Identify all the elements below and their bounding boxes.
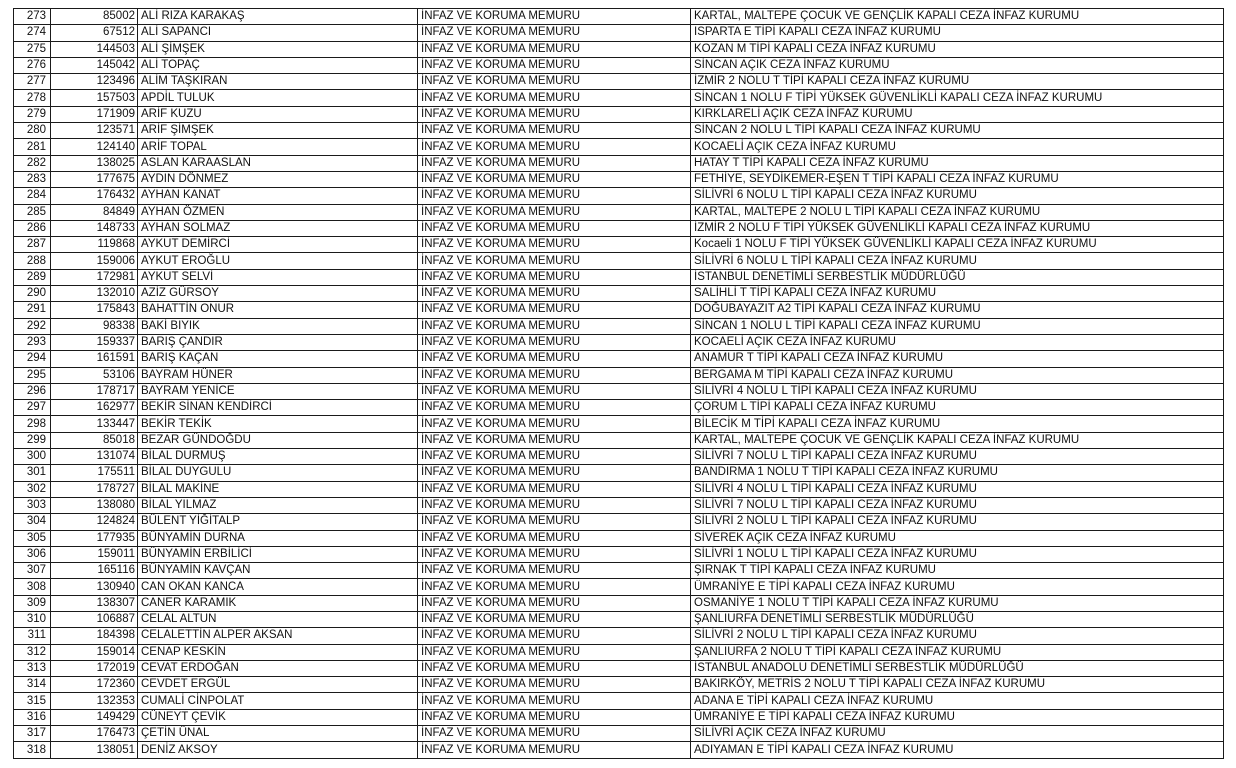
table-row [14, 139, 1224, 155]
row-number-cell: 304 [14, 514, 51, 530]
institution-cell: ADIYAMAN E TİPİ KAPALI CEZA İNFAZ KURUMU [691, 742, 1224, 758]
table-row [14, 286, 1224, 302]
registry-number-cell: 148733 [51, 220, 138, 236]
registry-number-cell: 177935 [51, 530, 138, 546]
institution-cell: ADANA E TİPİ KAPALI CEZA İNFAZ KURUMU [691, 693, 1224, 709]
row-number-cell: 310 [14, 611, 51, 627]
row-number-cell: 287 [14, 237, 51, 253]
registry-number-cell: 172019 [51, 660, 138, 676]
job-title-cell: İNFAZ VE KORUMA MEMURU [418, 253, 691, 269]
job-title-cell: İNFAZ VE KORUMA MEMURU [418, 57, 691, 73]
row-number-cell: 300 [14, 449, 51, 465]
registry-number-cell: 159337 [51, 334, 138, 350]
institution-cell: SİNCAN AÇIK CEZA İNFAZ KURUMU [691, 57, 1224, 73]
table-row [14, 546, 1224, 562]
table-row [14, 351, 1224, 367]
full-name-cell: CEVDET ERGÜL [138, 677, 418, 693]
table-row [14, 660, 1224, 676]
registry-number-cell: 171909 [51, 106, 138, 122]
full-name-cell: BEZAR GÜNDOĞDU [138, 432, 418, 448]
row-number-cell: 285 [14, 204, 51, 220]
row-number-cell: 297 [14, 400, 51, 416]
job-title-cell: İNFAZ VE KORUMA MEMURU [418, 90, 691, 106]
registry-number-cell: 123571 [51, 123, 138, 139]
table-row [14, 432, 1224, 448]
full-name-cell: ARİF KUZU [138, 106, 418, 122]
full-name-cell: DENİZ AKSOY [138, 742, 418, 758]
institution-cell: ÜMRANİYE E TİPİ KAPALI CEZA İNFAZ KURUMU [691, 579, 1224, 595]
table-row [14, 595, 1224, 611]
row-number-cell: 286 [14, 220, 51, 236]
table-row [14, 57, 1224, 73]
full-name-cell: BAKİ BIYIK [138, 318, 418, 334]
institution-cell: KIRKLARELİ AÇIK CEZA İNFAZ KURUMU [691, 106, 1224, 122]
full-name-cell: BAYRAM YENİCE [138, 383, 418, 399]
row-number-cell: 279 [14, 106, 51, 122]
job-title-cell: İNFAZ VE KORUMA MEMURU [418, 709, 691, 725]
row-number-cell: 292 [14, 318, 51, 334]
registry-number-cell: 138025 [51, 155, 138, 171]
table-row [14, 563, 1224, 579]
row-number-cell: 293 [14, 334, 51, 350]
institution-cell: FETHİYE, SEYDİKEMER-EŞEN T TİPİ KAPALI CEZA İNFAZ KURUMU [691, 171, 1224, 187]
full-name-cell: ARİF ŞİMŞEK [138, 123, 418, 139]
job-title-cell: İNFAZ VE KORUMA MEMURU [418, 546, 691, 562]
table-row [14, 726, 1224, 742]
institution-cell: SİLİVRİ 7 NOLU L TİPİ KAPALI CEZA İNFAZ KURUMU [691, 449, 1224, 465]
registry-number-cell: 172981 [51, 269, 138, 285]
table-row [14, 693, 1224, 709]
job-title-cell: İNFAZ VE KORUMA MEMURU [418, 465, 691, 481]
institution-cell: İZMİR 2 NOLU T TİPİ KAPALI CEZA İNFAZ KURUMU [691, 74, 1224, 90]
full-name-cell: BÜNYAMİN ERBİLİCİ [138, 546, 418, 562]
job-title-cell: İNFAZ VE KORUMA MEMURU [418, 693, 691, 709]
institution-cell: KOZAN M TİPİ KAPALI CEZA İNFAZ KURUMU [691, 41, 1224, 57]
registry-number-cell: 53106 [51, 367, 138, 383]
registry-number-cell: 175511 [51, 465, 138, 481]
table-row [14, 383, 1224, 399]
institution-cell: ŞANLIURFA DENETİMLİ SERBESTLİK MÜDÜRLÜĞÜ [691, 611, 1224, 627]
full-name-cell: BÜNYAMİN DURNA [138, 530, 418, 546]
full-name-cell: CUMALİ CİNPOLAT [138, 693, 418, 709]
registry-number-cell: 138080 [51, 497, 138, 513]
institution-cell: BERGAMA M TİPİ KAPALI CEZA İNFAZ KURUMU [691, 367, 1224, 383]
institution-cell: KARTAL, MALTEPE ÇOCUK VE GENÇLİK KAPALI CEZA İNFAZ KURUMU [691, 432, 1224, 448]
full-name-cell: ALİ RIZA KARAKAŞ [138, 9, 418, 25]
full-name-cell: BAYRAM HÜNER [138, 367, 418, 383]
full-name-cell: AYKUT DEMİRCİ [138, 237, 418, 253]
row-number-cell: 282 [14, 155, 51, 171]
full-name-cell: ASLAN KARAASLAN [138, 155, 418, 171]
institution-cell: Kocaeli 1 NOLU F TİPİ YÜKSEK GÜVENLİKLİ KAPALI CEZA İNFAZ KURUMU [691, 237, 1224, 253]
job-title-cell: İNFAZ VE KORUMA MEMURU [418, 41, 691, 57]
row-number-cell: 314 [14, 677, 51, 693]
row-number-cell: 312 [14, 644, 51, 660]
table-row [14, 123, 1224, 139]
full-name-cell: AYHAN SOLMAZ [138, 220, 418, 236]
institution-cell: BİLECİK M TİPİ KAPALI CEZA İNFAZ KURUMU [691, 416, 1224, 432]
full-name-cell: AYHAN ÖZMEN [138, 204, 418, 220]
full-name-cell: APDİL TULUK [138, 90, 418, 106]
full-name-cell: ALİM TAŞKIRAN [138, 74, 418, 90]
table-row [14, 318, 1224, 334]
table-row [14, 530, 1224, 546]
table-row [14, 644, 1224, 660]
institution-cell: ŞIRNAK T TİPİ KAPALI CEZA İNFAZ KURUMU [691, 563, 1224, 579]
institution-cell: SİNCAN 1 NOLU L TİPİ KAPALI CEZA İNFAZ KURUMU [691, 318, 1224, 334]
full-name-cell: BAHATTİN ONUR [138, 302, 418, 318]
job-title-cell: İNFAZ VE KORUMA MEMURU [418, 497, 691, 513]
registry-number-cell: 161591 [51, 351, 138, 367]
full-name-cell: CANER KARAMIK [138, 595, 418, 611]
institution-cell: SİLİVRİ AÇIK CEZA İNFAZ KURUMU [691, 726, 1224, 742]
institution-cell: SİLİVRİ 6 NOLU L TİPİ KAPALI CEZA İNFAZ KURUMU [691, 253, 1224, 269]
job-title-cell: İNFAZ VE KORUMA MEMURU [418, 579, 691, 595]
full-name-cell: BİLAL DURMUŞ [138, 449, 418, 465]
full-name-cell: ÇETİN ÜNAL [138, 726, 418, 742]
registry-number-cell: 145042 [51, 57, 138, 73]
row-number-cell: 298 [14, 416, 51, 432]
registry-number-cell: 165116 [51, 563, 138, 579]
full-name-cell: AYDIN DÖNMEZ [138, 171, 418, 187]
full-name-cell: BİLAL DUYGULU [138, 465, 418, 481]
row-number-cell: 275 [14, 41, 51, 57]
full-name-cell: CELALETTİN ALPER AKSAN [138, 628, 418, 644]
job-title-cell: İNFAZ VE KORUMA MEMURU [418, 432, 691, 448]
row-number-cell: 295 [14, 367, 51, 383]
row-number-cell: 302 [14, 481, 51, 497]
job-title-cell: İNFAZ VE KORUMA MEMURU [418, 286, 691, 302]
job-title-cell: İNFAZ VE KORUMA MEMURU [418, 449, 691, 465]
table-row [14, 9, 1224, 25]
job-title-cell: İNFAZ VE KORUMA MEMURU [418, 742, 691, 758]
registry-number-cell: 157503 [51, 90, 138, 106]
institution-cell: SİNCAN 2 NOLU L TİPİ KAPALI CEZA İNFAZ KURUMU [691, 123, 1224, 139]
job-title-cell: İNFAZ VE KORUMA MEMURU [418, 139, 691, 155]
table-row [14, 481, 1224, 497]
row-number-cell: 273 [14, 9, 51, 25]
full-name-cell: CENAP KESKİN [138, 644, 418, 660]
registry-number-cell: 130940 [51, 579, 138, 595]
job-title-cell: İNFAZ VE KORUMA MEMURU [418, 74, 691, 90]
table-row [14, 742, 1224, 758]
institution-cell: OSMANİYE 1 NOLU T TİPİ KAPALI CEZA İNFAZ KURUMU [691, 595, 1224, 611]
institution-cell: KARTAL, MALTEPE 2 NOLU L TİPİ KAPALI CEZA İNFAZ KURUMU [691, 204, 1224, 220]
table-row [14, 220, 1224, 236]
registry-number-cell: 159006 [51, 253, 138, 269]
job-title-cell: İNFAZ VE KORUMA MEMURU [418, 563, 691, 579]
row-number-cell: 294 [14, 351, 51, 367]
institution-cell: SİVEREK AÇIK CEZA İNFAZ KURUMU [691, 530, 1224, 546]
registry-number-cell: 106887 [51, 611, 138, 627]
row-number-cell: 299 [14, 432, 51, 448]
registry-number-cell: 176432 [51, 188, 138, 204]
job-title-cell: İNFAZ VE KORUMA MEMURU [418, 188, 691, 204]
registry-number-cell: 119868 [51, 237, 138, 253]
registry-number-cell: 172360 [51, 677, 138, 693]
table-row [14, 237, 1224, 253]
table-row [14, 400, 1224, 416]
table-row [14, 416, 1224, 432]
table-row [14, 579, 1224, 595]
full-name-cell: AYHAN KANAT [138, 188, 418, 204]
table-row [14, 106, 1224, 122]
institution-cell: SİLİVRİ 7 NOLU L TİPİ KAPALI CEZA İNFAZ KURUMU [691, 497, 1224, 513]
table-row [14, 171, 1224, 187]
row-number-cell: 274 [14, 25, 51, 41]
row-number-cell: 307 [14, 563, 51, 579]
full-name-cell: ALİ ŞİMŞEK [138, 41, 418, 57]
registry-number-cell: 144503 [51, 41, 138, 57]
full-name-cell: BEKİR TEKİK [138, 416, 418, 432]
full-name-cell: BARIŞ KAÇAN [138, 351, 418, 367]
job-title-cell: İNFAZ VE KORUMA MEMURU [418, 123, 691, 139]
registry-number-cell: 132353 [51, 693, 138, 709]
institution-cell: İSTANBUL DENETİMLİ SERBESTLİK MÜDÜRLÜĞÜ [691, 269, 1224, 285]
registry-number-cell: 133447 [51, 416, 138, 432]
row-number-cell: 318 [14, 742, 51, 758]
job-title-cell: İNFAZ VE KORUMA MEMURU [418, 383, 691, 399]
registry-number-cell: 85002 [51, 9, 138, 25]
institution-cell: SİLİVRİ 2 NOLU L TİPİ KAPALI CEZA İNFAZ KURUMU [691, 514, 1224, 530]
full-name-cell: BÜLENT YİĞİTALP [138, 514, 418, 530]
job-title-cell: İNFAZ VE KORUMA MEMURU [418, 726, 691, 742]
registry-number-cell: 67512 [51, 25, 138, 41]
row-number-cell: 280 [14, 123, 51, 139]
full-name-cell: CELAL ALTUN [138, 611, 418, 627]
job-title-cell: İNFAZ VE KORUMA MEMURU [418, 155, 691, 171]
job-title-cell: İNFAZ VE KORUMA MEMURU [418, 204, 691, 220]
job-title-cell: İNFAZ VE KORUMA MEMURU [418, 171, 691, 187]
registry-number-cell: 178727 [51, 481, 138, 497]
registry-number-cell: 124824 [51, 514, 138, 530]
job-title-cell: İNFAZ VE KORUMA MEMURU [418, 351, 691, 367]
registry-number-cell: 184398 [51, 628, 138, 644]
row-number-cell: 313 [14, 660, 51, 676]
job-title-cell: İNFAZ VE KORUMA MEMURU [418, 334, 691, 350]
row-number-cell: 296 [14, 383, 51, 399]
registry-number-cell: 138051 [51, 742, 138, 758]
registry-number-cell: 138307 [51, 595, 138, 611]
full-name-cell: ALİ SAPANCI [138, 25, 418, 41]
institution-cell: SİLİVRİ 1 NOLU L TİPİ KAPALI CEZA İNFAZ KURUMU [691, 546, 1224, 562]
job-title-cell: İNFAZ VE KORUMA MEMURU [418, 628, 691, 644]
row-number-cell: 303 [14, 497, 51, 513]
institution-cell: HATAY T TİPİ KAPALI CEZA İNFAZ KURUMU [691, 155, 1224, 171]
job-title-cell: İNFAZ VE KORUMA MEMURU [418, 514, 691, 530]
full-name-cell: BEKİR SİNAN KENDİRCİ [138, 400, 418, 416]
job-title-cell: İNFAZ VE KORUMA MEMURU [418, 269, 691, 285]
registry-number-cell: 159011 [51, 546, 138, 562]
row-number-cell: 277 [14, 74, 51, 90]
registry-number-cell: 98338 [51, 318, 138, 334]
table-row [14, 334, 1224, 350]
registry-number-cell: 84849 [51, 204, 138, 220]
institution-cell: ISPARTA E TİPİ KAPALI CEZA İNFAZ KURUMU [691, 25, 1224, 41]
registry-number-cell: 131074 [51, 449, 138, 465]
full-name-cell: BİLAL MAKİNE [138, 481, 418, 497]
institution-cell: ŞANLIURFA 2 NOLU T TİPİ KAPALI CEZA İNFAZ KURUMU [691, 644, 1224, 660]
institution-cell: BAKIRKÖY, METRİS 2 NOLU T TİPİ KAPALI CEZA İNFAZ KURUMU [691, 677, 1224, 693]
table-row [14, 677, 1224, 693]
registry-number-cell: 132010 [51, 286, 138, 302]
institution-cell: DOĞUBAYAZIT A2 TİPİ KAPALI CEZA İNFAZ KURUMU [691, 302, 1224, 318]
full-name-cell: ALİ TOPAÇ [138, 57, 418, 73]
institution-cell: ÜMRANİYE E TİPİ KAPALI CEZA İNFAZ KURUMU [691, 709, 1224, 725]
table-row [14, 628, 1224, 644]
table-row [14, 25, 1224, 41]
job-title-cell: İNFAZ VE KORUMA MEMURU [418, 25, 691, 41]
job-title-cell: İNFAZ VE KORUMA MEMURU [418, 481, 691, 497]
full-name-cell: CAN OKAN KANCA [138, 579, 418, 595]
registry-number-cell: 149429 [51, 709, 138, 725]
institution-cell: İZMİR 2 NOLU F TİPİ YÜKSEK GÜVENLİKLİ KAPALI CEZA İNFAZ KURUMU [691, 220, 1224, 236]
table-row [14, 449, 1224, 465]
row-number-cell: 281 [14, 139, 51, 155]
job-title-cell: İNFAZ VE KORUMA MEMURU [418, 530, 691, 546]
row-number-cell: 317 [14, 726, 51, 742]
row-number-cell: 290 [14, 286, 51, 302]
table-row [14, 253, 1224, 269]
job-title-cell: İNFAZ VE KORUMA MEMURU [418, 400, 691, 416]
job-title-cell: İNFAZ VE KORUMA MEMURU [418, 318, 691, 334]
institution-cell: KOCAELİ AÇIK CEZA İNFAZ KURUMU [691, 139, 1224, 155]
registry-number-cell: 123496 [51, 74, 138, 90]
job-title-cell: İNFAZ VE KORUMA MEMURU [418, 644, 691, 660]
job-title-cell: İNFAZ VE KORUMA MEMURU [418, 106, 691, 122]
row-number-cell: 278 [14, 90, 51, 106]
institution-cell: SİLİVRİ 4 NOLU L TİPİ KAPALI CEZA İNFAZ KURUMU [691, 383, 1224, 399]
table-row [14, 367, 1224, 383]
full-name-cell: BİLAL YILMAZ [138, 497, 418, 513]
registry-number-cell: 177675 [51, 171, 138, 187]
row-number-cell: 305 [14, 530, 51, 546]
table-row [14, 41, 1224, 57]
table-row [14, 74, 1224, 90]
table-row [14, 709, 1224, 725]
table-row [14, 188, 1224, 204]
job-title-cell: İNFAZ VE KORUMA MEMURU [418, 237, 691, 253]
row-number-cell: 311 [14, 628, 51, 644]
personnel-table-body [14, 9, 1224, 759]
table-row [14, 90, 1224, 106]
institution-cell: SİLİVRİ 2 NOLU L TİPİ KAPALI CEZA İNFAZ KURUMU [691, 628, 1224, 644]
job-title-cell: İNFAZ VE KORUMA MEMURU [418, 677, 691, 693]
full-name-cell: ARİF TOPAL [138, 139, 418, 155]
row-number-cell: 276 [14, 57, 51, 73]
row-number-cell: 283 [14, 171, 51, 187]
row-number-cell: 315 [14, 693, 51, 709]
institution-cell: ANAMUR T TİPİ KAPALI CEZA İNFAZ KURUMU [691, 351, 1224, 367]
full-name-cell: CEVAT ERDOĞAN [138, 660, 418, 676]
job-title-cell: İNFAZ VE KORUMA MEMURU [418, 367, 691, 383]
registry-number-cell: 175843 [51, 302, 138, 318]
full-name-cell: BARIŞ ÇANDIR [138, 334, 418, 350]
full-name-cell: CÜNEYT ÇEVİK [138, 709, 418, 725]
table-row [14, 611, 1224, 627]
row-number-cell: 288 [14, 253, 51, 269]
full-name-cell: AZİZ GÜRSOY [138, 286, 418, 302]
row-number-cell: 289 [14, 269, 51, 285]
row-number-cell: 284 [14, 188, 51, 204]
full-name-cell: AYKUT SELVİ [138, 269, 418, 285]
institution-cell: SALİHLİ T TİPİ KAPALI CEZA İNFAZ KURUMU [691, 286, 1224, 302]
row-number-cell: 309 [14, 595, 51, 611]
table-row [14, 514, 1224, 530]
job-title-cell: İNFAZ VE KORUMA MEMURU [418, 9, 691, 25]
institution-cell: SİLİVRİ 6 NOLU L TİPİ KAPALI CEZA İNFAZ KURUMU [691, 188, 1224, 204]
job-title-cell: İNFAZ VE KORUMA MEMURU [418, 220, 691, 236]
registry-number-cell: 124140 [51, 139, 138, 155]
registry-number-cell: 159014 [51, 644, 138, 660]
table-row [14, 155, 1224, 171]
institution-cell: SİNCAN 1 NOLU F TİPİ YÜKSEK GÜVENLİKLİ KAPALI CEZA İNFAZ KURUMU [691, 90, 1224, 106]
table-row [14, 269, 1224, 285]
institution-cell: KARTAL, MALTEPE ÇOCUK VE GENÇLİK KAPALI CEZA İNFAZ KURUMU [691, 9, 1224, 25]
registry-number-cell: 178717 [51, 383, 138, 399]
row-number-cell: 301 [14, 465, 51, 481]
table-row [14, 302, 1224, 318]
full-name-cell: BÜNYAMİN KAVÇAN [138, 563, 418, 579]
full-name-cell: AYKUT EROĞLU [138, 253, 418, 269]
job-title-cell: İNFAZ VE KORUMA MEMURU [418, 302, 691, 318]
row-number-cell: 306 [14, 546, 51, 562]
job-title-cell: İNFAZ VE KORUMA MEMURU [418, 595, 691, 611]
institution-cell: BANDIRMA 1 NOLU T TİPİ KAPALI CEZA İNFAZ KURUMU [691, 465, 1224, 481]
job-title-cell: İNFAZ VE KORUMA MEMURU [418, 611, 691, 627]
row-number-cell: 316 [14, 709, 51, 725]
institution-cell: SİLİVRİ 4 NOLU L TİPİ KAPALI CEZA İNFAZ KURUMU [691, 481, 1224, 497]
job-title-cell: İNFAZ VE KORUMA MEMURU [418, 416, 691, 432]
registry-number-cell: 176473 [51, 726, 138, 742]
table-row [14, 497, 1224, 513]
institution-cell: İSTANBUL ANADOLU DENETİMLİ SERBESTLİK MÜDÜRLÜĞÜ [691, 660, 1224, 676]
row-number-cell: 308 [14, 579, 51, 595]
registry-number-cell: 162977 [51, 400, 138, 416]
registry-number-cell: 85018 [51, 432, 138, 448]
institution-cell: KOCAELİ AÇIK CEZA İNFAZ KURUMU [691, 334, 1224, 350]
job-title-cell: İNFAZ VE KORUMA MEMURU [418, 660, 691, 676]
row-number-cell: 291 [14, 302, 51, 318]
personnel-table [13, 8, 1224, 759]
table-row [14, 465, 1224, 481]
table-row [14, 204, 1224, 220]
institution-cell: ÇORUM L TİPİ KAPALI CEZA İNFAZ KURUMU [691, 400, 1224, 416]
